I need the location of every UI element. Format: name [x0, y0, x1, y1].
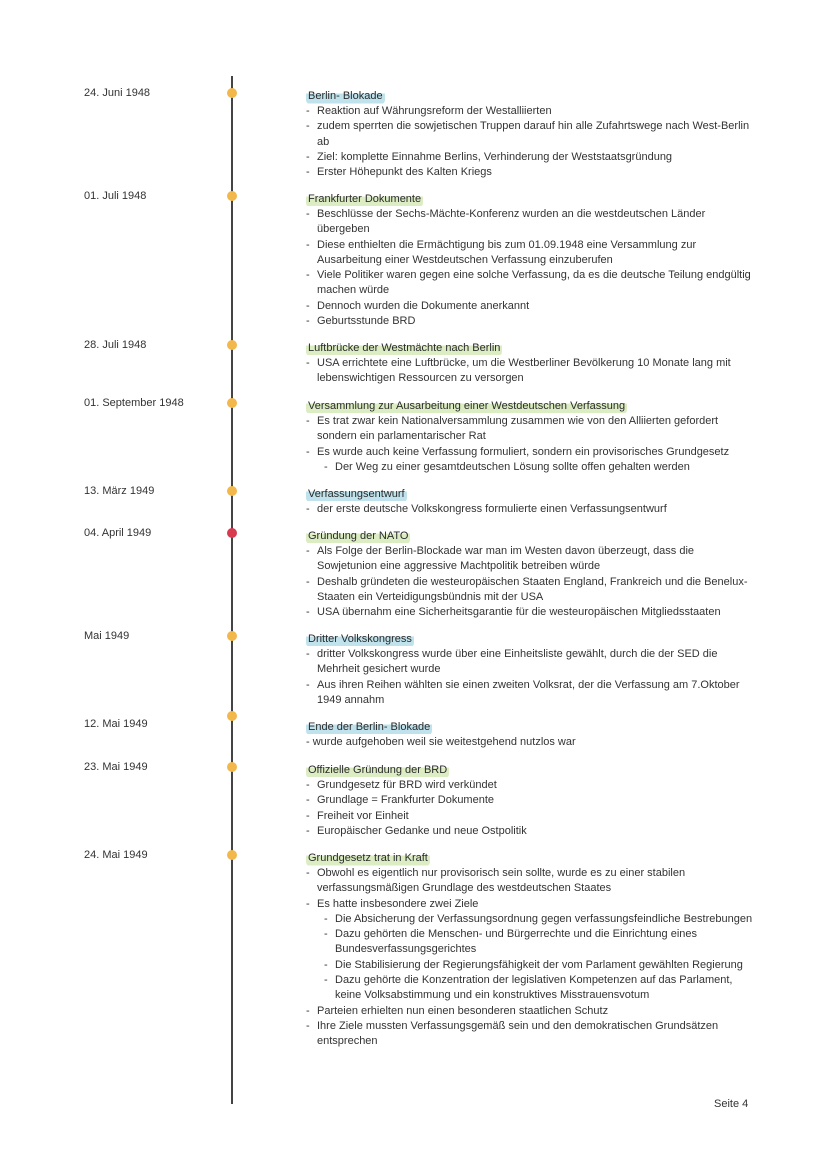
list-item: - zudem sperrten die sowjetischen Truppen darauf hin alle Zufahrtswege nach West-Berlin ab [304, 119, 754, 150]
list-item: - Diese enthielten die Ermächtigung bis zum 01.09.1948 eine Versammlung zur Ausarbeitung einer Westdeutschen Verfassung einzuberufen [304, 238, 754, 269]
list-item: - Parteien erhielten nun einen besonderen staatlichen Schutz [304, 1004, 754, 1019]
entry-title: Ende der Berlin- Blokade [308, 721, 431, 733]
timeline-dot [227, 398, 237, 408]
entry-date: 23. Mai 1949 [84, 761, 148, 773]
entry-date: 12. Mai 1949 [84, 718, 148, 730]
list-item: - Ziel: komplette Einnahme Berlins, Verhinderung der Weststaatsgründung [304, 150, 754, 165]
list-item: - Ihre Ziele mussten Verfassungsgemäß sein und den demokratischen Grundsätzen entsprechen [304, 1019, 754, 1050]
entry-content [304, 484, 754, 517]
timeline-dot [227, 88, 237, 98]
timeline-dot [227, 191, 237, 201]
sub-list-item: - Die Stabilisierung der Regierungsfähigkeit der vom Parlament gewählten Regierung [304, 958, 754, 973]
entry-content [304, 848, 754, 1050]
entry-date: 28. Juli 1948 [84, 339, 147, 351]
entry-title: Verfassungsentwurf [308, 488, 405, 500]
entry-date: 13. März 1949 [84, 485, 155, 497]
entry-date: 01. Juli 1948 [84, 190, 147, 202]
list-item: - Freiheit vor Einheit [304, 809, 754, 824]
list-item: - Als Folge der Berlin-Blockade war man im Westen davon überzeugt, dass die Sowjetunion eine aggressive Machtpolitik betreiben würde [304, 544, 754, 575]
bullet-list [304, 647, 754, 708]
list-item: - Es hatte insbesondere zwei Ziele [304, 897, 754, 912]
list-item: - USA übernahm eine Sicherheitsgarantie für die westeuropäischen Mitgliedsstaaten [304, 605, 754, 620]
timeline-dot [227, 340, 237, 350]
entry-content [304, 629, 754, 708]
entry-title: Dritter Volkskongress [308, 633, 412, 645]
list-item: - USA errichtete eine Luftbrücke, um die Westberliner Bevölkerung 10 Monate lang mit lebenswichtigen Ressourcen zu versorgen [304, 356, 754, 387]
entry-date: 04. April 1949 [84, 527, 152, 539]
bullet-list [304, 502, 754, 517]
entry-title: Gründung der NATO [308, 530, 409, 542]
timeline-dot [227, 850, 237, 860]
timeline-dot [227, 711, 237, 721]
entry-content [304, 760, 754, 839]
entry-title: Grundgesetz trat in Kraft [308, 852, 428, 864]
timeline-dot [227, 486, 237, 496]
entry-content [304, 86, 754, 180]
list-item: - Es wurde auch keine Verfassung formuliert, sondern ein provisorisches Grundgesetz [304, 445, 754, 460]
timeline-dot-highlight [227, 528, 237, 538]
sub-list-item: - Dazu gehörte die Konzentration der legislativen Kompetenzen auf das Parlament, keine Volksabstimmung und ein konstruktives Misstrauensvotum [304, 973, 754, 1004]
list-item: - dritter Volkskongress wurde über eine Einheitsliste gewählt, durch die der SED die Mehrheit gesichert wurde [304, 647, 754, 678]
list-item: - Deshalb gründeten die westeuropäischen Staaten England, Frankreich und die Benelux- Staaten ein Verteidigungsbündnis mit der USA [304, 575, 754, 606]
list-item: - Grundgesetz für BRD wird verkündet [304, 778, 754, 793]
entry-content [304, 717, 754, 750]
bullet-list [304, 356, 754, 387]
entry-date: 01. September 1948 [84, 397, 184, 409]
list-item: - Grundlage = Frankfurter Dokumente [304, 793, 754, 808]
entry-date: 24. Juni 1948 [84, 87, 151, 99]
list-item: - Viele Politiker waren gegen eine solche Verfassung, da es die deutsche Teilung endgültig machen würde [304, 268, 754, 299]
entry-date: 24. Mai 1949 [84, 849, 148, 861]
entry-title: Frankfurter Dokumente [308, 193, 422, 205]
list-item: - Dennoch wurden die Dokumente anerkannt [304, 299, 754, 314]
bullet-list [304, 414, 754, 475]
bullet-list [304, 207, 754, 329]
list-item: - Erster Höhepunkt des Kalten Kriegs [304, 165, 754, 180]
list-item: - Aus ihren Reihen wählten sie einen zweiten Volksrat, der die Verfassung am 7.Oktober 1949 annahm [304, 678, 754, 709]
entry-date: Mai 1949 [84, 630, 130, 642]
list-item: - Beschlüsse der Sechs-Mächte-Konferenz wurden an die westdeutschen Länder übergeben [304, 207, 754, 238]
entry-content [304, 189, 754, 329]
entry-title: Versammlung zur Ausarbeitung einer Westdeutschen Verfassung [308, 400, 626, 412]
list-item: - der erste deutsche Volkskongress formulierte einen Verfassungsentwurf [304, 502, 754, 517]
entry-title: Luftbrücke der Westmächte nach Berlin [308, 342, 501, 354]
timeline-dot [227, 631, 237, 641]
entry-content [304, 396, 754, 475]
entry-content [304, 338, 754, 387]
list-item: - Obwohl es eigentlich nur provisorisch sein sollte, wurde es zu einer stabilen verfassungsmäßigen Grundlage des westdeutschen Staates [304, 866, 754, 897]
list-item: - Geburtsstunde BRD [304, 314, 754, 329]
list-item: - Reaktion auf Währungsreform der Westalliierten [304, 104, 754, 119]
bullet-list [304, 866, 754, 1050]
entry-text: - wurde aufgehoben weil sie weitestgehend nutzlos war [306, 736, 576, 748]
page-number: Seite 4 [714, 1098, 749, 1110]
entry-title: Berlin- Blokade [308, 90, 383, 102]
timeline-dot [227, 762, 237, 772]
entry-title: Offizielle Gründung der BRD [308, 764, 448, 776]
list-item: - Europäischer Gedanke und neue Ostpolitik [304, 824, 754, 839]
bullet-list [304, 778, 754, 839]
entry-content [304, 526, 754, 620]
list-item: - Es trat zwar kein Nationalversammlung zusammen wie von den Alliierten gefordert sondern ein parlamentarischer Rat [304, 414, 754, 445]
bullet-list [304, 544, 754, 620]
sub-list-item: - Die Absicherung der Verfassungsordnung gegen verfassungsfeindliche Bestrebungen [304, 912, 754, 927]
timeline-line [231, 76, 233, 1104]
bullet-list [304, 104, 754, 180]
sub-list-item: - Der Weg zu einer gesamtdeutschen Lösung sollte offen gehalten werden [304, 460, 754, 475]
sub-list-item: - Dazu gehörten die Menschen- und Bürgerrechte und die Einrichtung eines Bundesverfassungsgerichtes [304, 927, 754, 958]
